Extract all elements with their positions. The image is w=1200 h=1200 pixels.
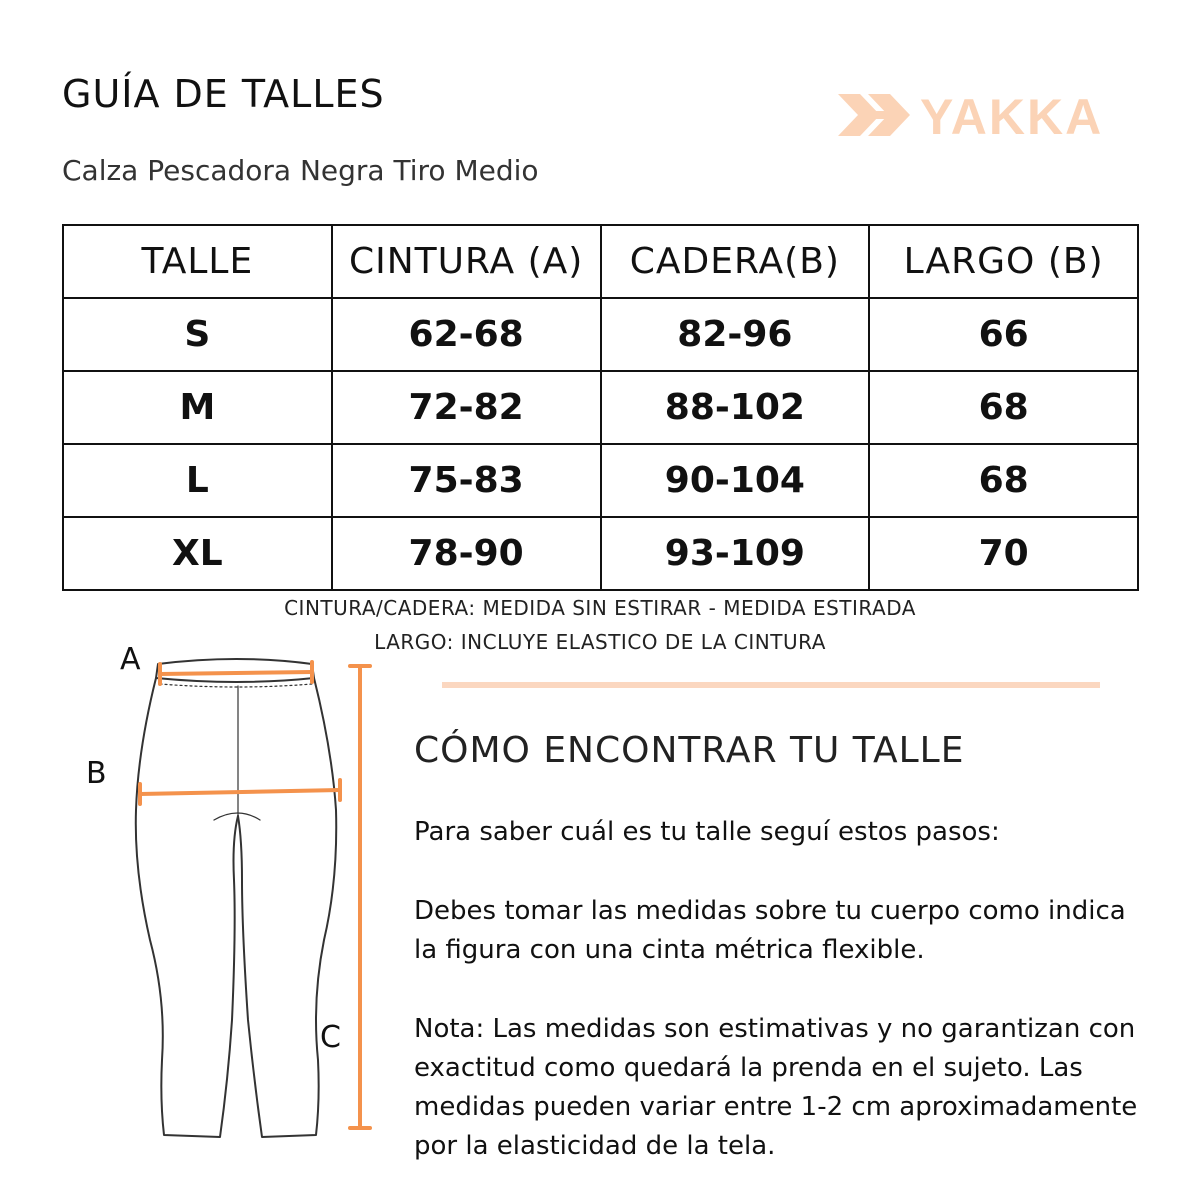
cell-cintura: 62-68 (332, 298, 601, 371)
size-table (62, 224, 1139, 591)
cell-cintura: 78-90 (332, 517, 601, 590)
cell-largo: 66 (869, 298, 1138, 371)
label-b: B (86, 756, 107, 791)
how-to-note: Nota: Las medidas son estimativas y no garantizan con exactitud como quedará la prenda en el sujeto. Las medidas pueden variar entre 1-2 cm aproximadamente por la elasticidad de la tela. (414, 1014, 1138, 1161)
product-subtitle: Calza Pescadora Negra Tiro Medio (62, 154, 539, 187)
cell-cintura: 75-83 (332, 444, 601, 517)
accent-divider (442, 682, 1100, 688)
leggings-diagram (80, 640, 400, 1150)
cell-cadera: 90-104 (601, 444, 870, 517)
logo-wordmark: YAKKA (920, 90, 1104, 140)
col-header-talle: TALLE (63, 225, 332, 298)
yakka-logo (838, 90, 1138, 140)
how-to-instructions: Debes tomar las medidas sobre tu cuerpo como indica la figura con una cinta métrica flexible. (414, 896, 1126, 965)
table-row (63, 517, 1138, 590)
how-to-intro: Para saber cuál es tu talle seguí estos pasos: (414, 817, 1000, 847)
page-title: GUÍA DE TALLES (62, 72, 385, 116)
leggings-illustration (80, 640, 400, 1150)
cell-talle: L (63, 444, 332, 517)
cell-largo: 68 (869, 371, 1138, 444)
cell-cadera: 88-102 (601, 371, 870, 444)
note-largo: LARGO: INCLUYE ELASTICO DE LA CINTURA (374, 630, 826, 654)
cell-largo: 68 (869, 444, 1138, 517)
cell-cintura: 72-82 (332, 371, 601, 444)
cell-largo: 70 (869, 517, 1138, 590)
table-row (63, 371, 1138, 444)
note-cintura-cadera: CINTURA/CADERA: MEDIDA SIN ESTIRAR - MEDIDA ESTIRADA (284, 596, 916, 620)
table-row (63, 444, 1138, 517)
label-a: A (120, 642, 141, 677)
col-header-cintura: CINTURA (A) (332, 225, 601, 298)
table-row (63, 298, 1138, 371)
how-to-title: CÓMO ENCONTRAR TU TALLE (414, 730, 965, 771)
table-header-row (63, 225, 1138, 298)
col-header-cadera: CADERA(B) (601, 225, 870, 298)
col-header-largo: LARGO (B) (869, 225, 1138, 298)
label-c: C (320, 1020, 341, 1055)
cell-cadera: 82-96 (601, 298, 870, 371)
cell-talle: M (63, 371, 332, 444)
cell-talle: S (63, 298, 332, 371)
cell-cadera: 93-109 (601, 517, 870, 590)
cell-talle: XL (63, 517, 332, 590)
